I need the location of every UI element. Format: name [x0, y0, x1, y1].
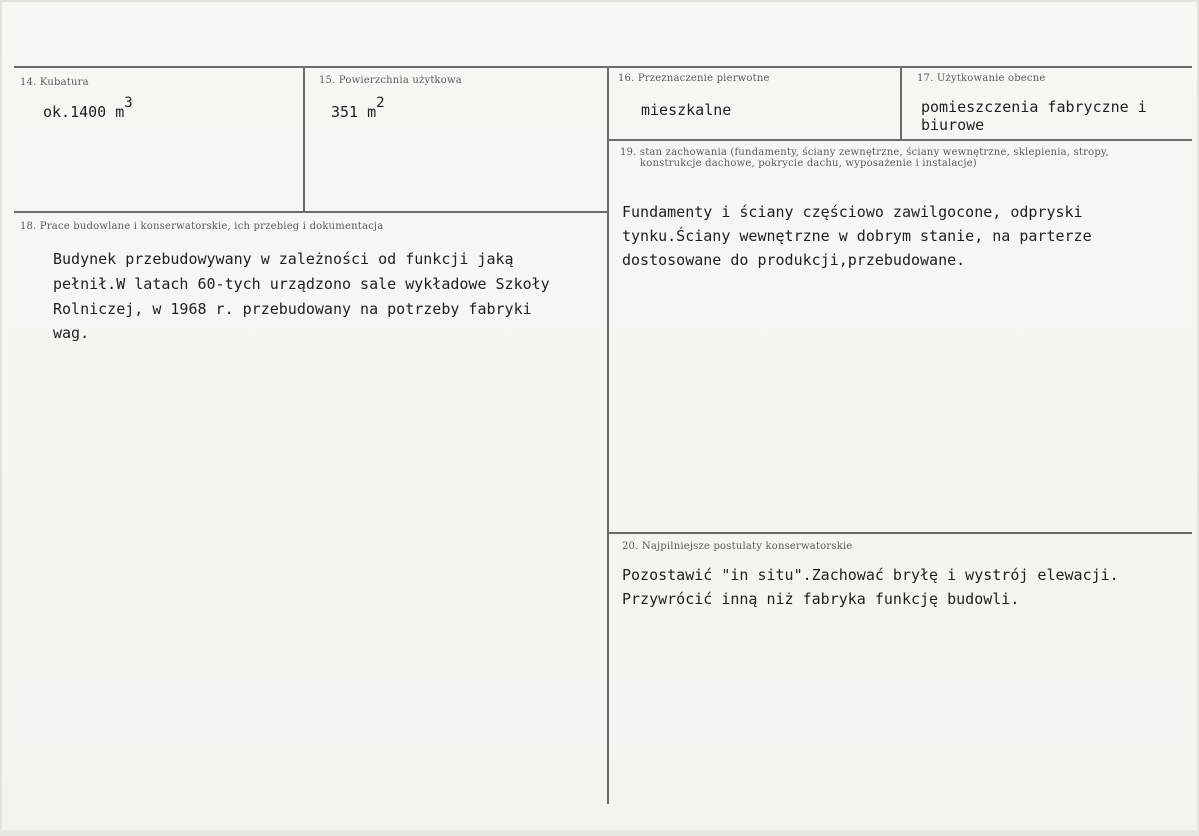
card-bottom-edge [0, 830, 1199, 836]
kubatura-exponent: 3 [124, 95, 133, 111]
prace-budowlane-line-3: Rolniczej, w 1968 r. przebudowany na potrzeby fabryki [53, 300, 532, 318]
uzytkowanie-line-1: pomieszczenia fabryczne i [921, 98, 1147, 116]
stan-zachowania-line-1: Fundamenty i ściany częściowo zawilgocone, odpryski [622, 203, 1083, 221]
divider-14-15 [303, 67, 305, 212]
center-divider [607, 67, 609, 804]
stan-zachowania-label-1: 19. stan zachowania (fundamenty, ściany zewnętrzne, ściany wewnętrzne, sklepienia, stropy, [620, 147, 1109, 158]
rule-above-18 [14, 211, 608, 213]
stan-zachowania-line-2: tynku.Ściany wewnętrzne w dobrym stanie, na parterze [622, 227, 1092, 245]
powierzchnia-value: 351 m2 [331, 95, 385, 121]
kubatura-label: 14. Kubatura [20, 77, 89, 88]
prace-budowlane-line-1: Budynek przebudowywany w zależności od funkcji jaką [53, 250, 514, 268]
rule-below-16-17 [609, 139, 1192, 141]
top-rule [14, 66, 1192, 68]
stan-zachowania-label-2: konstrukcje dachowe, pokrycie dachu, wyposażenie i instalacje) [640, 158, 977, 169]
uzytkowanie-label: 17. Użytkowanie obecne [917, 73, 1046, 84]
uzytkowanie-line-2: biurowe [921, 116, 985, 134]
przeznaczenie-value: mieszkalne [641, 101, 732, 119]
postulaty-line-1: Pozostawić "in situ".Zachować bryłę i wystrój elewacji. [622, 566, 1119, 584]
stan-zachowania-line-3: dostosowane do produkcji,przebudowane. [622, 251, 966, 269]
powierzchnia-label: 15. Powierzchnia użytkowa [319, 75, 462, 86]
prace-budowlane-line-2: pełnił.W latach 60-tych urządzono sale wykładowe Szkoły [53, 275, 550, 293]
divider-16-17 [900, 67, 902, 139]
postulaty-label: 20. Najpilniejsze postulaty konserwatorskie [622, 541, 853, 552]
rule-above-20 [609, 532, 1192, 534]
prace-budowlane-line-4: wag. [53, 324, 90, 342]
postulaty-line-2: Przywrócić inną niż fabryka funkcję budowli. [622, 590, 1020, 608]
powierzchnia-exponent: 2 [376, 95, 385, 111]
przeznaczenie-label: 16. Przeznaczenie pierwotne [618, 73, 770, 84]
kubatura-value: ok.1400 m3 [43, 95, 133, 121]
prace-budowlane-label: 18. Prace budowlane i konserwatorskie, ich przebieg i dokumentacja [20, 221, 384, 232]
